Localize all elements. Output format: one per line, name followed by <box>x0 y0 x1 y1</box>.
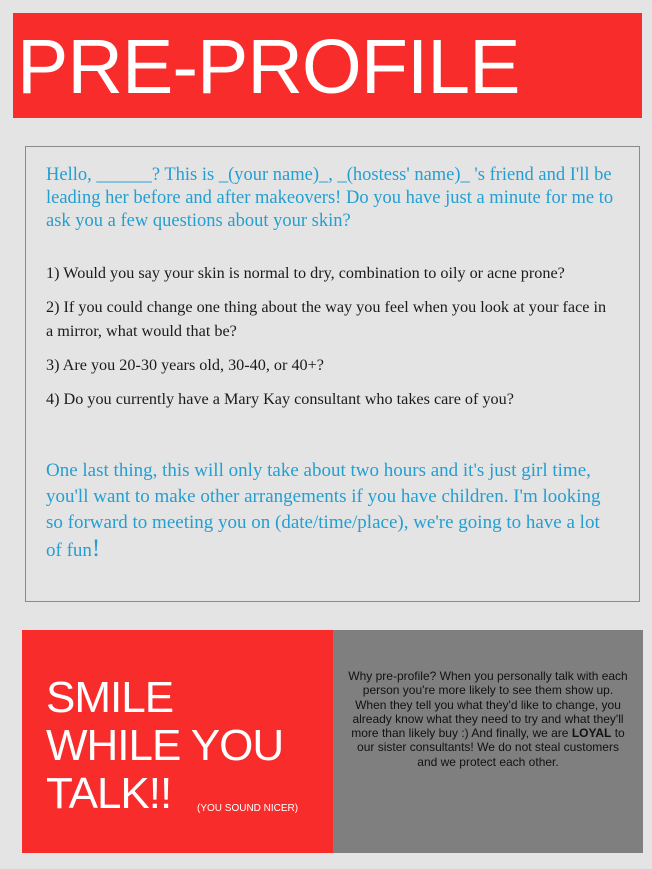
phone-script-box <box>25 146 640 602</box>
loyal-emphasis: LOYAL <box>571 726 612 741</box>
question-1: 1) Would you say your skin is normal to dry, combination to oily or acne prone? <box>46 264 565 282</box>
smile-line-2: WHILE YOU <box>46 721 284 770</box>
why-text <box>348 669 628 769</box>
closing-text <box>46 458 616 564</box>
smile-line-3: TALK!! <box>46 769 172 818</box>
closing-exclamation: ! <box>91 535 101 562</box>
question-2: 2) If you could change one thing about the way you feel when you look at your face in a mirror, what would that be? <box>46 298 607 340</box>
question-list <box>46 261 616 421</box>
smile-panel <box>22 630 333 853</box>
header-banner <box>13 13 642 118</box>
closing-body: One last thing, this will only take about two hours and it's just girl time, you'll want to make other arrangements if you have children. I'm looking so forward to meeting you on (date/time/place), we're going to have a lot of fun <box>46 460 601 561</box>
why-text-before: Why pre-profile? When you personally talk with each person you're more likely to see them show up. When they tell you what they'd like to change, you already know what they need to try and what they'll more than likely buy :) And finally, we are <box>348 669 628 741</box>
smile-line-1: SMILE <box>46 673 174 722</box>
sound-nicer-note: (YOU SOUND NICER) <box>197 803 299 814</box>
why-text-after: to our sister consultants! We do not steal customers and we protect each other. <box>357 726 625 769</box>
question-3: 3) Are you 20-30 years old, 30-40, or 40+? <box>46 356 324 374</box>
why-panel <box>333 630 643 853</box>
question-4: 4) Do you currently have a Mary Kay consultant who takes care of you? <box>46 390 514 408</box>
intro-text: Hello, ______? This is _(your name)_, _(hostess' name)_ 's friend and I'll be leading her before and after makeovers! Do you have just a minute for me to ask you a few questions about your skin? <box>46 165 614 231</box>
smile-heading <box>46 674 283 818</box>
page-title: PRE-PROFILE <box>17 24 520 110</box>
